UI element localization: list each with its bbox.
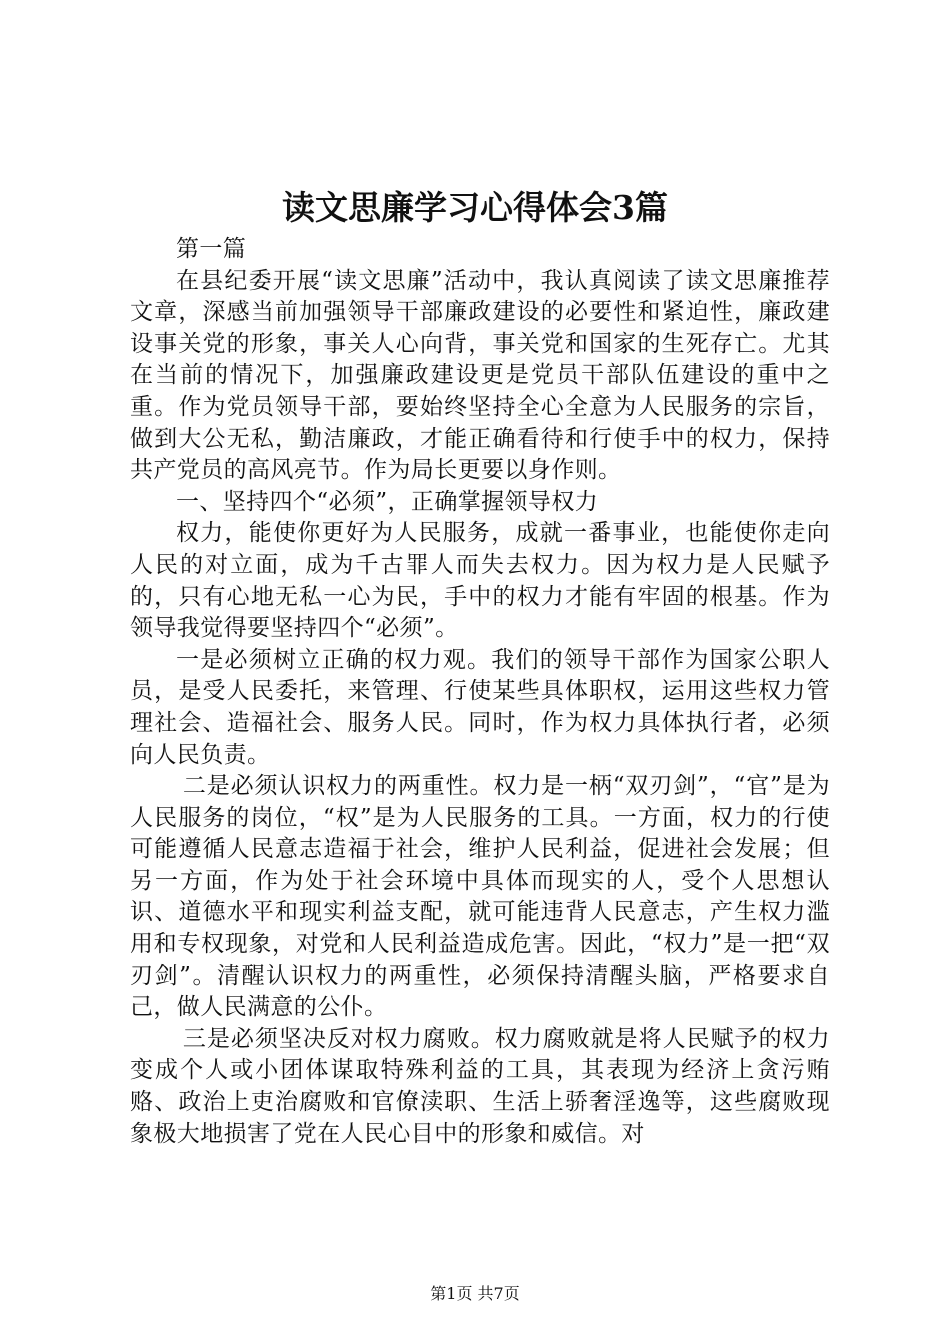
document-body bbox=[130, 234, 830, 1150]
paragraph: 权力，能使你更好为人民服务，成就一番事业，也能使你走向人民的对立面，成为千古罪人而失去权力。因为权力是人民赋予的，只有心地无私一心为民，手中的权力才能有牢固的根基。作为领导我觉得要坚持四个“必须”。 bbox=[130, 520, 830, 642]
paragraph: 一是必须树立正确的权力观。我们的领导干部作为国家公职人员，是受人民委托，来管理、行使某些具体职权，运用这些权力管理社会、造福社会、服务人民。同时，作为权力具体执行者，必须向人民负责。 bbox=[130, 646, 830, 768]
paragraph: 二是必须认识权力的两重性。权力是一柄“双刃剑”，“官”是为人民服务的岗位，“权”是为人民服务的工具。一方面，权力的行使可能遵循人民意志造福于社会，维护人民利益，促进社会发展；但另一方面，作为处于社会环境中具体而现实的人，受个人思想认识、道德水平和现实利益支配，就可能违背人民意志，产生权力滥用和专权现象，对党和人民利益造成危害。因此，“权力”是一把“双刃剑”。清醒认识权力的两重性，必须保持清醒头脑，严格要求自己，做人民满意的公仆。 bbox=[130, 773, 830, 1021]
subsection-heading: 一、坚持四个“必须”，正确掌握领导权力 bbox=[176, 488, 599, 515]
paragraph: 三是必须坚决反对权力腐败。权力腐败就是将人民赋予的权力变成个人或小团体谋取特殊利益的工具，其表现为经济上贪污贿赂、政治上吏治腐败和官僚渎职、生活上骄奢淫逸等，这些腐败现象极大地损害了党在人民心目中的形象和威信。对 bbox=[130, 1025, 830, 1147]
paragraph: 在县纪委开展“读文思廉”活动中，我认真阅读了读文思廉推荐文章，深感当前加强领导干部廉政建设的必要性和紧迫性，廉政建设事关党的形象，事关人心向背，事关党和国家的生死存亡。尤其在当前的情况下，加强廉政建设更是党员干部队伍建设的重中之重。作为党员领导干部，要始终坚持全心全意为人民服务的宗旨，做到大公无私，勤洁廉政，才能正确看待和行使手中的权力，保持共产党员的高风亮节。作为局长更要以身作则。 bbox=[130, 267, 830, 484]
page-footer: 第1页 共7页 bbox=[430, 1284, 520, 1303]
document-title: 读文思廉学习心得体会3篇 bbox=[282, 188, 668, 227]
section-heading: 第一篇 bbox=[176, 236, 247, 262]
